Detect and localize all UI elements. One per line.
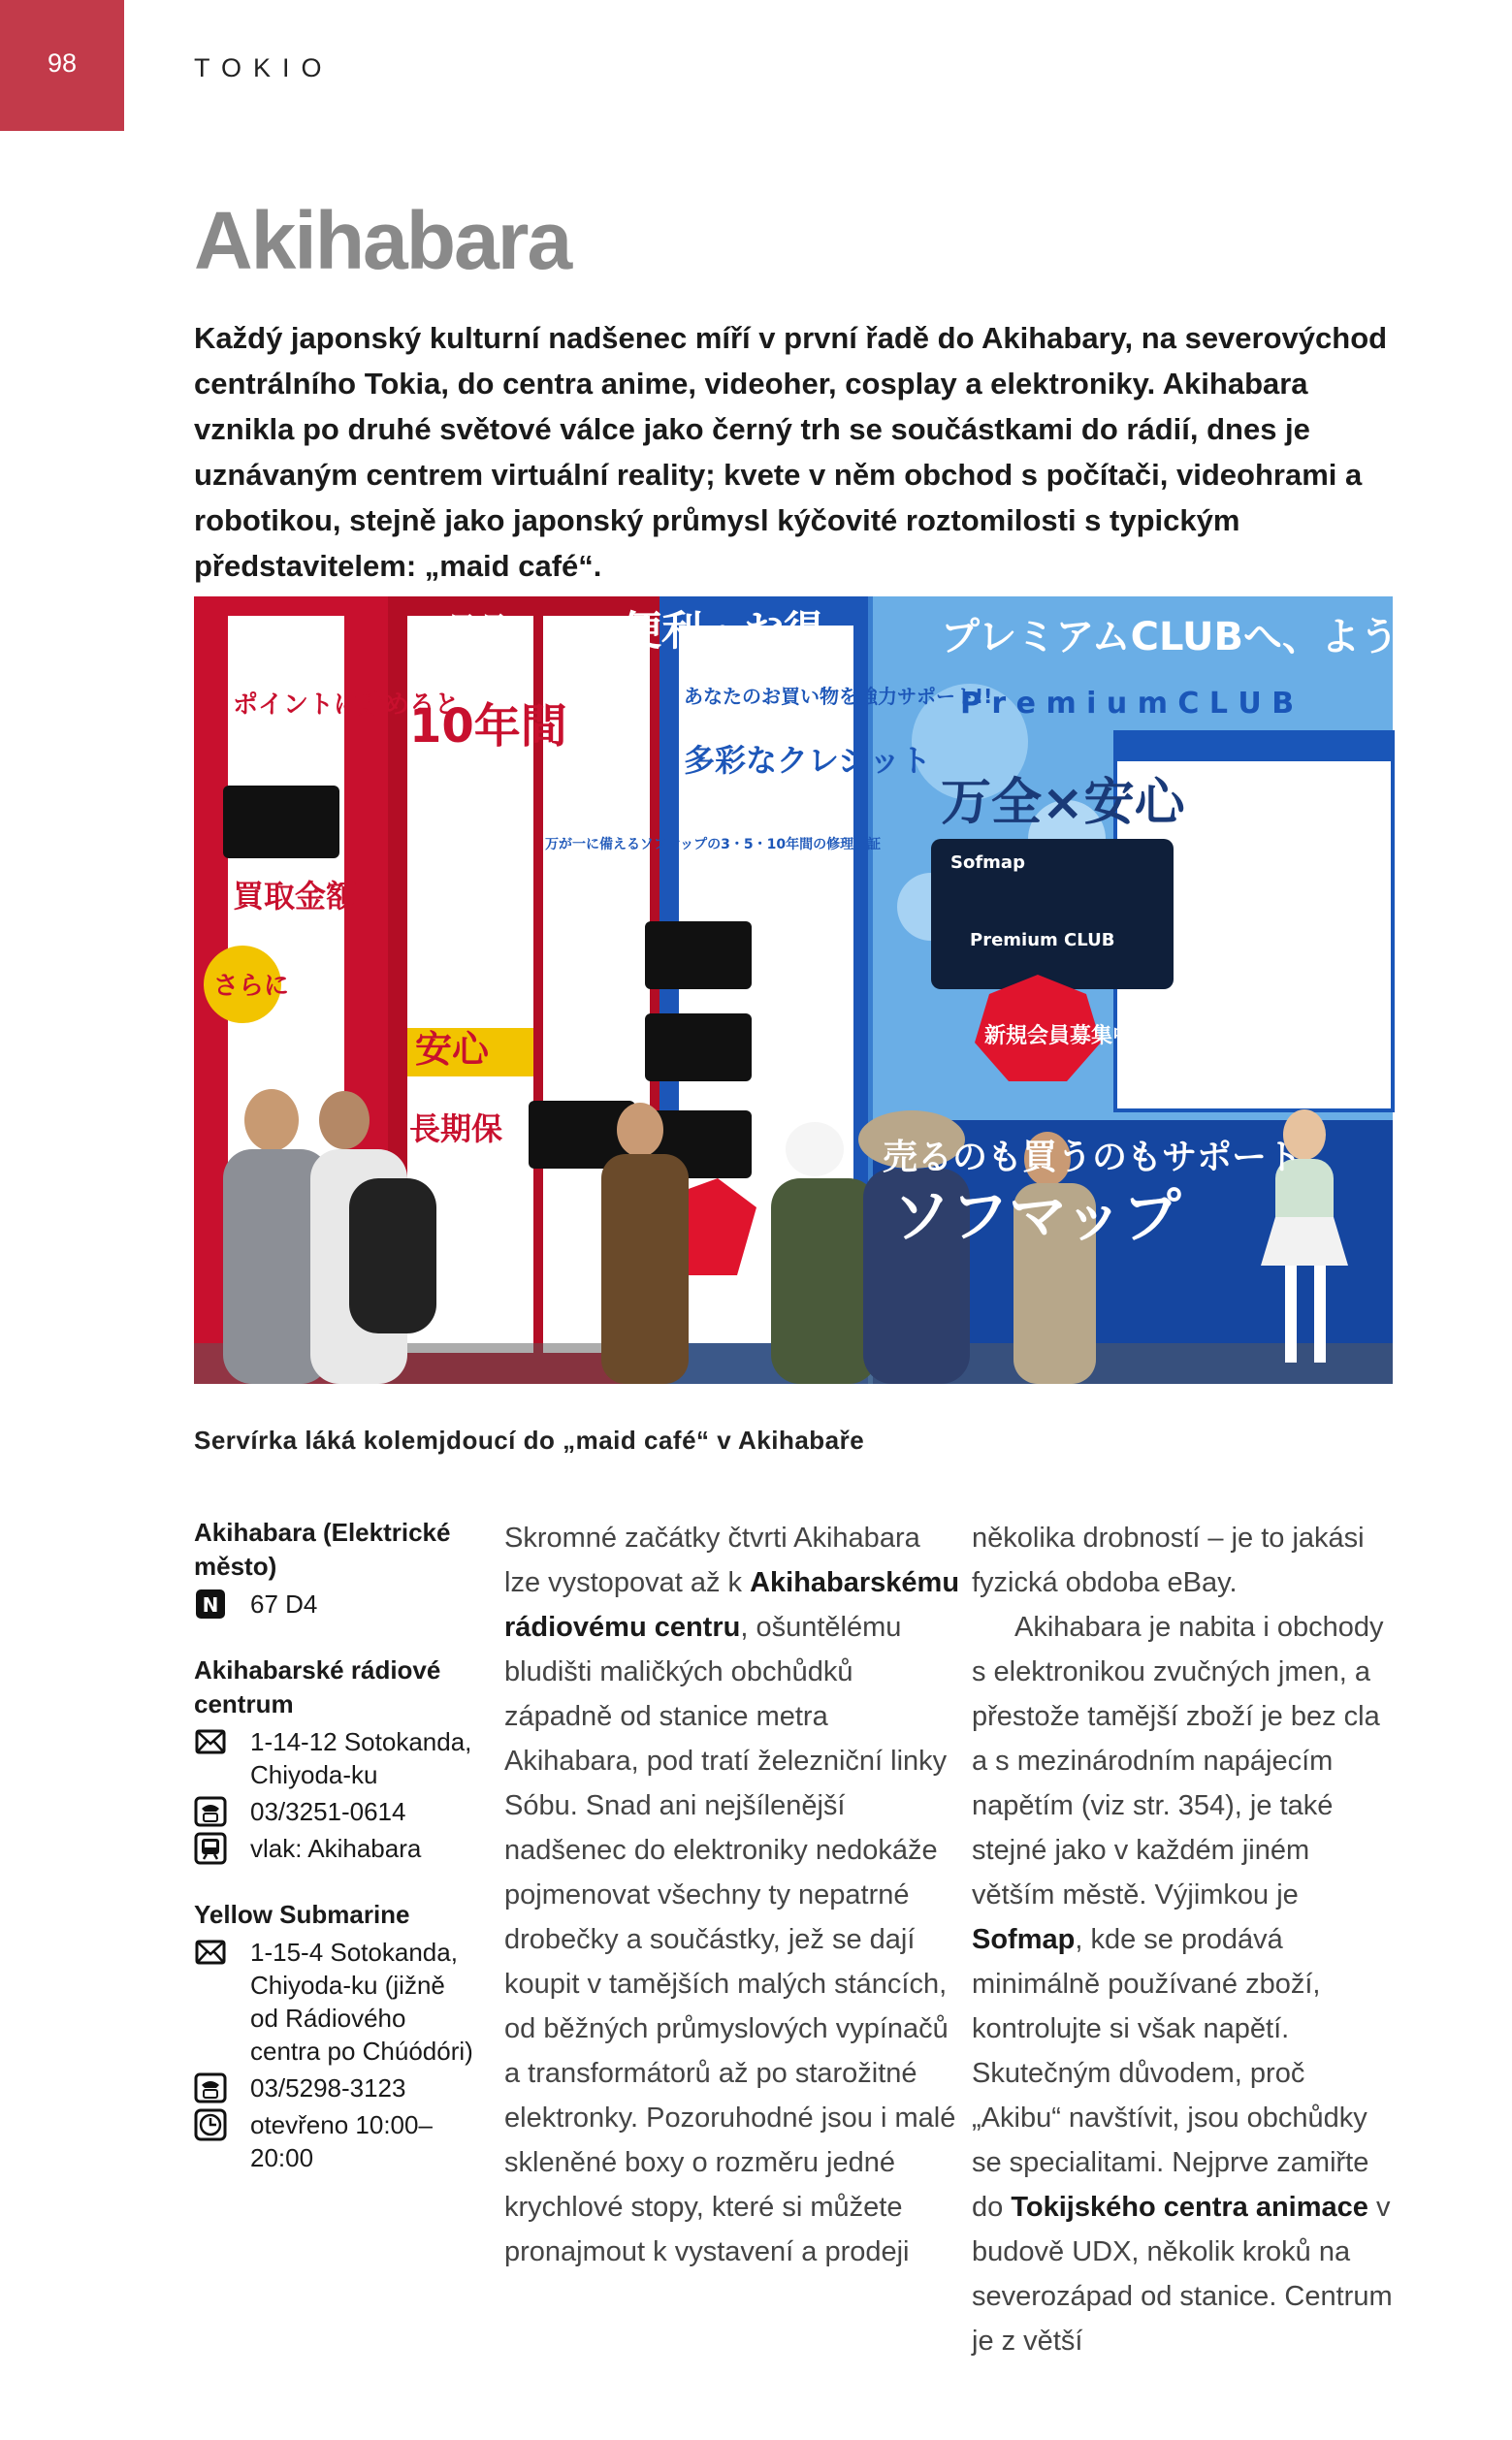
info-sidebar [194,1516,475,2207]
sign-premium: P r e m i u m C L U B [960,687,1295,721]
sign-points: ポイントに貯めると [233,690,461,720]
sign-premium-card: Premium CLUB [970,930,1115,950]
info-heading: Yellow Submarine [194,1900,410,1929]
info-row [194,2071,475,2104]
info-row [194,1832,475,1865]
info-row [194,1588,475,1621]
body-text-bold: Tokijského centra animace [1011,2192,1368,2223]
phone-text: 03/5298-3123 [250,2073,406,2103]
sign-choki: 長期保 [409,1110,503,1147]
train-icon [194,1832,227,1865]
body-text-bold: Akihabarskému rádiovému centru [504,1567,960,1643]
train-text: vlak: Akihabara [250,1834,422,1863]
sign-tasai: 多彩なクレジット [684,742,932,779]
sign-shinki: 新規会員募集中! [984,1024,1144,1048]
info-heading: Akihabarské rádiové centrum [194,1655,441,1718]
info-block-akihabara [194,1516,475,1621]
body-column-2 [972,1516,1399,2363]
sign-kaitori: 買取金額 [233,878,358,915]
svg-text:N: N [202,1593,219,1617]
body-text: , ošuntělému bludišti maličkých obchůdků západně od stanice metra Akihabara, pod tratí železniční linky Sóbu. Snad ani nejšílenější nadšenec do elektroniky nedokáže pojmenovat všechny ty nepatrné drobečky a součástky, jež se dají koupit v tamějších malých stáncích, od běžných průmyslových vypínačů a transformátorů až po starožitné elektronky. Pozoruhodné jsou i malé skleněné boxy o rozměru jedné krychlové stopy, které si můžete pronajmout k vystavení a prodeji [504,1612,956,2267]
sign-sofmap-card: Sofmap [950,852,1025,873]
body-text: Akihabara je nabita i obchody s elektronikou zvučných jmen, a přestože tamější zboží je bez cla a s mezinárodním napájecím napětím (viz str. 354), je také stejné jako v každém jiném větším městě. Výjimkou je [972,1612,1384,1910]
lead-paragraph: Každý japonský kulturní nadšenec míří v první řadě do Akihabary, na severovýchod centrálního Tokia, do centra anime, videoher, cosplay a elektroniky. Akihabara vznikla po druhé světové válce jako černý trh se součástkami do rádií, dnes je uznávaným centrem virtuální reality; kvete v něm obchod s počítači, videohrami a robotikou, stejně jako japonský průmysl kýčovité roztomilosti s typickým představitelem: „maid café“. [194,321,1388,583]
phone-icon [194,2071,227,2104]
sign-top-red: 便利・お得 [621,607,825,655]
info-row [194,2108,475,2174]
photo-caption: Servírka láká kolemjdoucí do „maid café“ v Akihabaře [194,1426,865,1455]
address-icon [194,1936,227,1969]
sign-saicho: 最長 [446,611,509,648]
phone-text: 03/3251-0614 [250,1797,406,1826]
phone-icon [194,1795,227,1828]
sign-anata: あなたのお買い物を強力サポート!! [684,685,993,708]
info-row [194,1795,475,1828]
info-row [194,1936,475,2068]
sign-years: 10年間 [409,699,567,754]
clock-icon [194,2108,227,2141]
page-title: Akihabara [194,195,571,286]
opening-hours-text: otevřeno 10:00–20:00 [250,2110,433,2172]
body-paragraph [504,1516,960,2274]
info-block-radio-center [194,1653,475,1865]
photo-illustration [194,596,1476,1384]
sign-sofmap-banner: ソフマップ [892,1183,1181,1251]
info-heading: Akihabara (Elektrické město) [194,1518,451,1581]
body-text: v budově UDX, několik kroků na severozápad od stanice. Centrum je z větší [972,2192,1393,2357]
sign-anshin: 安心 [415,1028,490,1071]
sign-top-blue: プレミアムCLUBへ、ようこそ [941,615,1476,659]
map-icon [194,1588,227,1621]
body-paragraph [972,1605,1399,2363]
sign-mankin: 万全×安心 [941,774,1185,832]
info-block-yellow-submarine [194,1898,475,2174]
street-photo [194,596,1476,1384]
address-text: 1-14-12 Sotokanda, Chiyoda-ku [250,1727,472,1789]
address-text: 1-15-4 Sotokanda, Chiyoda-ku (jižně od Rádiového centra po Chúódóri) [250,1938,473,2066]
body-paragraph: několika drobností – je to jakási fyzická obdoba eBay. [972,1523,1365,1598]
sign-sarani: さらに [213,972,290,1001]
sign-bottom-banner: 売るのも買うのもサポート [883,1138,1303,1177]
sign-manga: 万が一に備えるソフマップの3・5・10年間の修理保証 [545,837,882,852]
body-text: Skromné začátky čtvrti Akihabara lze vystopovat až k [504,1523,920,1598]
info-row [194,1725,475,1791]
body-column-1 [504,1516,960,2274]
body-text: , kde se prodává minimálně používané zboží, kontrolujte si však napětí. Skutečným důvodem, proč „Akibu“ navštívit, jsou obchůdky se specialitami. Nejprve zamiřte do [972,1924,1369,2223]
running-head: TOKIO [194,53,334,82]
page-number: 98 [47,48,78,78]
body-text-bold: Sofmap [972,1924,1076,1955]
map-reference: 67 D4 [250,1589,318,1619]
address-icon [194,1725,227,1758]
